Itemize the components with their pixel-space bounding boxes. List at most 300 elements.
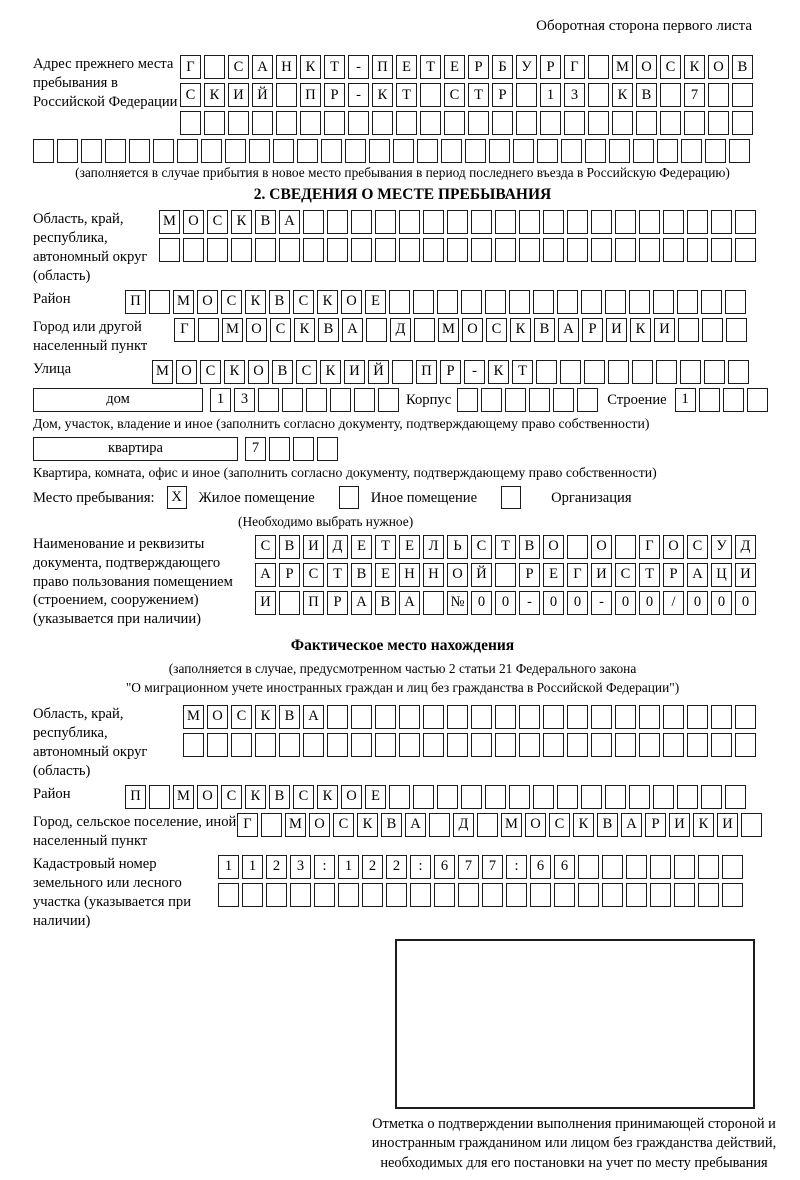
char-cell[interactable] <box>495 705 516 729</box>
char-cell[interactable] <box>276 111 297 135</box>
char-cell[interactable] <box>639 238 660 262</box>
char-cell[interactable] <box>557 290 578 314</box>
char-cell[interactable] <box>687 733 708 757</box>
char-cell[interactable]: Н <box>423 563 444 587</box>
char-cell[interactable] <box>605 785 626 809</box>
char-cell[interactable] <box>327 705 348 729</box>
char-cell[interactable] <box>626 855 647 879</box>
char-cell[interactable]: К <box>488 360 509 384</box>
char-cell[interactable] <box>441 139 462 163</box>
char-cell[interactable]: Е <box>365 785 386 809</box>
char-cell[interactable]: И <box>654 318 675 342</box>
char-cell[interactable] <box>543 210 564 234</box>
char-cell[interactable] <box>345 139 366 163</box>
char-cell[interactable] <box>581 290 602 314</box>
char-cell[interactable] <box>615 238 636 262</box>
kvartira-field[interactable]: квартира <box>33 437 238 461</box>
char-cell[interactable] <box>399 238 420 262</box>
char-cell[interactable] <box>279 238 300 262</box>
char-cell[interactable]: С <box>180 83 201 107</box>
char-cell[interactable] <box>687 238 708 262</box>
char-cell[interactable]: 0 <box>735 591 756 615</box>
char-cell[interactable]: М <box>173 785 194 809</box>
char-cell[interactable]: И <box>344 360 365 384</box>
char-cell[interactable] <box>386 883 407 907</box>
char-cell[interactable] <box>81 139 102 163</box>
char-cell[interactable]: С <box>687 535 708 559</box>
char-cell[interactable] <box>489 139 510 163</box>
char-cell[interactable]: С <box>444 83 465 107</box>
char-cell[interactable] <box>725 290 746 314</box>
char-cell[interactable] <box>584 360 605 384</box>
stamp-box[interactable] <box>395 939 755 1109</box>
char-cell[interactable] <box>413 290 434 314</box>
char-cell[interactable]: К <box>684 55 705 79</box>
char-cell[interactable] <box>650 855 671 879</box>
char-cell[interactable] <box>629 290 650 314</box>
char-cell[interactable] <box>399 733 420 757</box>
char-cell[interactable] <box>602 855 623 879</box>
char-cell[interactable] <box>567 705 588 729</box>
char-cell[interactable] <box>660 83 681 107</box>
char-cell[interactable] <box>129 139 150 163</box>
char-cell[interactable] <box>375 238 396 262</box>
char-cell[interactable]: К <box>224 360 245 384</box>
char-cell[interactable] <box>423 210 444 234</box>
char-cell[interactable] <box>231 733 252 757</box>
char-cell[interactable]: О <box>447 563 468 587</box>
char-cell[interactable] <box>735 210 756 234</box>
char-cell[interactable]: 7 <box>458 855 479 879</box>
char-cell[interactable]: Й <box>252 83 273 107</box>
char-cell[interactable]: С <box>293 785 314 809</box>
char-cell[interactable] <box>615 535 636 559</box>
char-cell[interactable]: Д <box>327 535 348 559</box>
char-cell[interactable] <box>410 883 431 907</box>
char-cell[interactable] <box>492 111 513 135</box>
char-cell[interactable]: 1 <box>540 83 561 107</box>
char-cell[interactable]: А <box>279 210 300 234</box>
char-cell[interactable] <box>372 111 393 135</box>
char-cell[interactable] <box>591 238 612 262</box>
char-cell[interactable] <box>725 785 746 809</box>
char-cell[interactable]: В <box>351 563 372 587</box>
char-cell[interactable] <box>399 210 420 234</box>
char-cell[interactable]: Й <box>368 360 389 384</box>
char-cell[interactable]: К <box>612 83 633 107</box>
char-cell[interactable] <box>321 139 342 163</box>
char-cell[interactable] <box>543 733 564 757</box>
char-cell[interactable]: С <box>207 210 228 234</box>
char-cell[interactable] <box>204 111 225 135</box>
char-cell[interactable] <box>543 238 564 262</box>
char-cell[interactable] <box>711 705 732 729</box>
char-cell[interactable]: О <box>248 360 269 384</box>
char-cell[interactable] <box>591 733 612 757</box>
char-cell[interactable] <box>728 360 749 384</box>
char-cell[interactable]: И <box>255 591 276 615</box>
char-cell[interactable] <box>180 111 201 135</box>
char-cell[interactable]: К <box>255 705 276 729</box>
char-cell[interactable]: В <box>519 535 540 559</box>
char-cell[interactable]: М <box>612 55 633 79</box>
char-cell[interactable]: Д <box>390 318 411 342</box>
char-cell[interactable] <box>681 139 702 163</box>
char-cell[interactable] <box>276 83 297 107</box>
char-cell[interactable] <box>540 111 561 135</box>
char-cell[interactable]: 0 <box>615 591 636 615</box>
char-cell[interactable]: Б <box>492 55 513 79</box>
char-cell[interactable]: А <box>342 318 363 342</box>
char-cell[interactable]: А <box>399 591 420 615</box>
char-cell[interactable] <box>429 813 450 837</box>
char-cell[interactable] <box>708 111 729 135</box>
char-cell[interactable]: О <box>636 55 657 79</box>
char-cell[interactable]: 2 <box>266 855 287 879</box>
char-cell[interactable]: 3 <box>564 83 585 107</box>
char-cell[interactable] <box>437 785 458 809</box>
char-cell[interactable]: Г <box>237 813 258 837</box>
char-cell[interactable]: 1 <box>242 855 263 879</box>
char-cell[interactable] <box>554 883 575 907</box>
char-cell[interactable] <box>461 290 482 314</box>
char-cell[interactable]: С <box>270 318 291 342</box>
char-cell[interactable] <box>615 733 636 757</box>
char-cell[interactable]: О <box>197 290 218 314</box>
char-cell[interactable] <box>684 111 705 135</box>
char-cell[interactable]: П <box>416 360 437 384</box>
char-cell[interactable] <box>650 883 671 907</box>
char-cell[interactable]: В <box>279 535 300 559</box>
char-cell[interactable]: К <box>294 318 315 342</box>
char-cell[interactable] <box>396 111 417 135</box>
char-cell[interactable] <box>567 238 588 262</box>
char-cell[interactable]: И <box>591 563 612 587</box>
char-cell[interactable]: : <box>314 855 335 879</box>
char-cell[interactable]: А <box>351 591 372 615</box>
char-cell[interactable]: В <box>269 290 290 314</box>
char-cell[interactable] <box>423 705 444 729</box>
char-cell[interactable]: - <box>348 55 369 79</box>
char-cell[interactable] <box>723 388 744 412</box>
char-cell[interactable] <box>657 139 678 163</box>
char-cell[interactable] <box>509 785 530 809</box>
char-cell[interactable]: С <box>255 535 276 559</box>
char-cell[interactable] <box>362 883 383 907</box>
char-cell[interactable] <box>468 111 489 135</box>
char-cell[interactable] <box>674 883 695 907</box>
char-cell[interactable]: В <box>534 318 555 342</box>
char-cell[interactable] <box>581 785 602 809</box>
char-cell[interactable]: / <box>663 591 684 615</box>
char-cell[interactable] <box>378 388 399 412</box>
char-cell[interactable] <box>533 785 554 809</box>
char-cell[interactable] <box>423 238 444 262</box>
char-cell[interactable]: 7 <box>245 437 266 461</box>
char-cell[interactable] <box>513 139 534 163</box>
char-cell[interactable] <box>506 883 527 907</box>
char-cell[interactable]: М <box>152 360 173 384</box>
char-cell[interactable] <box>437 290 458 314</box>
char-cell[interactable] <box>615 705 636 729</box>
char-cell[interactable] <box>471 238 492 262</box>
char-cell[interactable] <box>273 139 294 163</box>
char-cell[interactable] <box>297 139 318 163</box>
char-cell[interactable]: О <box>207 705 228 729</box>
char-cell[interactable]: Р <box>279 563 300 587</box>
char-cell[interactable]: К <box>320 360 341 384</box>
char-cell[interactable] <box>653 290 674 314</box>
char-cell[interactable]: А <box>252 55 273 79</box>
char-cell[interactable]: С <box>615 563 636 587</box>
char-cell[interactable]: М <box>222 318 243 342</box>
char-cell[interactable] <box>434 883 455 907</box>
char-cell[interactable] <box>609 139 630 163</box>
char-cell[interactable] <box>249 139 270 163</box>
char-cell[interactable]: № <box>447 591 468 615</box>
char-cell[interactable] <box>561 139 582 163</box>
char-cell[interactable] <box>447 238 468 262</box>
char-cell[interactable] <box>677 785 698 809</box>
char-cell[interactable] <box>495 563 516 587</box>
char-cell[interactable] <box>351 705 372 729</box>
char-cell[interactable] <box>495 733 516 757</box>
char-cell[interactable]: П <box>372 55 393 79</box>
char-cell[interactable]: И <box>228 83 249 107</box>
char-cell[interactable] <box>711 733 732 757</box>
char-cell[interactable]: С <box>303 563 324 587</box>
char-cell[interactable]: 0 <box>687 591 708 615</box>
char-cell[interactable]: 0 <box>711 591 732 615</box>
char-cell[interactable] <box>351 733 372 757</box>
char-cell[interactable]: Ь <box>447 535 468 559</box>
char-cell[interactable] <box>663 733 684 757</box>
char-cell[interactable]: 1 <box>675 388 696 412</box>
char-cell[interactable]: Т <box>639 563 660 587</box>
char-cell[interactable] <box>602 883 623 907</box>
char-cell[interactable] <box>529 388 550 412</box>
char-cell[interactable]: : <box>410 855 431 879</box>
char-cell[interactable] <box>461 785 482 809</box>
char-cell[interactable] <box>687 705 708 729</box>
char-cell[interactable] <box>33 139 54 163</box>
char-cell[interactable] <box>485 290 506 314</box>
char-cell[interactable] <box>702 318 723 342</box>
char-cell[interactable] <box>557 785 578 809</box>
char-cell[interactable] <box>389 785 410 809</box>
char-cell[interactable]: Р <box>492 83 513 107</box>
char-cell[interactable] <box>327 238 348 262</box>
char-cell[interactable] <box>585 139 606 163</box>
char-cell[interactable] <box>722 883 743 907</box>
char-cell[interactable]: 0 <box>567 591 588 615</box>
char-cell[interactable] <box>639 733 660 757</box>
char-cell[interactable] <box>399 705 420 729</box>
char-cell[interactable] <box>389 290 410 314</box>
char-cell[interactable]: К <box>693 813 714 837</box>
char-cell[interactable] <box>423 733 444 757</box>
char-cell[interactable] <box>674 855 695 879</box>
char-cell[interactable]: 7 <box>482 855 503 879</box>
char-cell[interactable]: Й <box>471 563 492 587</box>
char-cell[interactable] <box>608 360 629 384</box>
char-cell[interactable] <box>735 705 756 729</box>
char-cell[interactable] <box>447 705 468 729</box>
char-cell[interactable]: М <box>173 290 194 314</box>
char-cell[interactable]: И <box>303 535 324 559</box>
char-cell[interactable] <box>701 785 722 809</box>
char-cell[interactable] <box>348 111 369 135</box>
char-cell[interactable] <box>481 388 502 412</box>
char-cell[interactable] <box>485 785 506 809</box>
char-cell[interactable]: С <box>333 813 354 837</box>
char-cell[interactable] <box>465 139 486 163</box>
char-cell[interactable]: О <box>246 318 267 342</box>
char-cell[interactable]: В <box>272 360 293 384</box>
char-cell[interactable] <box>458 883 479 907</box>
char-cell[interactable]: 1 <box>338 855 359 879</box>
char-cell[interactable]: А <box>303 705 324 729</box>
char-cell[interactable] <box>699 388 720 412</box>
char-cell[interactable]: 6 <box>434 855 455 879</box>
char-cell[interactable] <box>536 360 557 384</box>
char-cell[interactable]: К <box>630 318 651 342</box>
char-cell[interactable]: О <box>309 813 330 837</box>
char-cell[interactable] <box>423 591 444 615</box>
char-cell[interactable]: С <box>231 705 252 729</box>
char-cell[interactable]: О <box>708 55 729 79</box>
char-cell[interactable] <box>153 139 174 163</box>
char-cell[interactable] <box>495 210 516 234</box>
char-cell[interactable] <box>279 733 300 757</box>
char-cell[interactable]: И <box>735 563 756 587</box>
char-cell[interactable] <box>314 883 335 907</box>
char-cell[interactable] <box>687 210 708 234</box>
char-cell[interactable] <box>564 111 585 135</box>
char-cell[interactable]: К <box>357 813 378 837</box>
char-cell[interactable] <box>519 210 540 234</box>
char-cell[interactable] <box>457 388 478 412</box>
char-cell[interactable] <box>747 388 768 412</box>
char-cell[interactable]: А <box>687 563 708 587</box>
char-cell[interactable] <box>639 705 660 729</box>
char-cell[interactable]: - <box>519 591 540 615</box>
char-cell[interactable] <box>324 111 345 135</box>
char-cell[interactable] <box>735 733 756 757</box>
char-cell[interactable] <box>149 785 170 809</box>
char-cell[interactable]: В <box>318 318 339 342</box>
char-cell[interactable]: Е <box>444 55 465 79</box>
char-cell[interactable] <box>258 388 279 412</box>
char-cell[interactable] <box>282 388 303 412</box>
char-cell[interactable]: Т <box>324 55 345 79</box>
char-cell[interactable] <box>375 733 396 757</box>
char-cell[interactable]: В <box>732 55 753 79</box>
char-cell[interactable]: К <box>372 83 393 107</box>
char-cell[interactable]: А <box>621 813 642 837</box>
char-cell[interactable] <box>266 883 287 907</box>
char-cell[interactable] <box>588 111 609 135</box>
char-cell[interactable]: П <box>125 290 146 314</box>
char-cell[interactable]: В <box>255 210 276 234</box>
char-cell[interactable]: Т <box>495 535 516 559</box>
char-cell[interactable] <box>471 210 492 234</box>
char-cell[interactable] <box>204 55 225 79</box>
char-cell[interactable] <box>57 139 78 163</box>
char-cell[interactable]: О <box>591 535 612 559</box>
char-cell[interactable]: К <box>317 785 338 809</box>
char-cell[interactable]: Т <box>396 83 417 107</box>
char-cell[interactable]: В <box>381 813 402 837</box>
char-cell[interactable] <box>543 705 564 729</box>
char-cell[interactable]: Г <box>639 535 660 559</box>
char-cell[interactable]: Е <box>365 290 386 314</box>
char-cell[interactable] <box>242 883 263 907</box>
char-cell[interactable] <box>477 813 498 837</box>
char-cell[interactable] <box>444 111 465 135</box>
char-cell[interactable]: Г <box>174 318 195 342</box>
char-cell[interactable] <box>735 238 756 262</box>
char-cell[interactable]: Т <box>420 55 441 79</box>
char-cell[interactable] <box>375 210 396 234</box>
char-cell[interactable] <box>516 83 537 107</box>
char-cell[interactable]: М <box>501 813 522 837</box>
char-cell[interactable] <box>471 705 492 729</box>
char-cell[interactable]: С <box>228 55 249 79</box>
char-cell[interactable] <box>317 437 338 461</box>
char-cell[interactable]: С <box>486 318 507 342</box>
char-cell[interactable] <box>413 785 434 809</box>
char-cell[interactable] <box>677 290 698 314</box>
char-cell[interactable] <box>567 733 588 757</box>
char-cell[interactable] <box>327 733 348 757</box>
char-cell[interactable]: О <box>183 210 204 234</box>
char-cell[interactable] <box>663 238 684 262</box>
char-cell[interactable] <box>207 733 228 757</box>
char-cell[interactable] <box>159 238 180 262</box>
char-cell[interactable] <box>653 785 674 809</box>
char-cell[interactable]: О <box>543 535 564 559</box>
char-cell[interactable] <box>105 139 126 163</box>
char-cell[interactable]: К <box>510 318 531 342</box>
char-cell[interactable] <box>591 210 612 234</box>
char-cell[interactable] <box>578 855 599 879</box>
char-cell[interactable] <box>393 139 414 163</box>
char-cell[interactable]: К <box>231 210 252 234</box>
char-cell[interactable]: К <box>573 813 594 837</box>
char-cell[interactable]: П <box>300 83 321 107</box>
char-cell[interactable]: Р <box>327 591 348 615</box>
char-cell[interactable]: - <box>464 360 485 384</box>
char-cell[interactable]: 0 <box>639 591 660 615</box>
char-cell[interactable]: В <box>597 813 618 837</box>
char-cell[interactable]: 7 <box>684 83 705 107</box>
char-cell[interactable] <box>612 111 633 135</box>
char-cell[interactable]: 0 <box>495 591 516 615</box>
char-cell[interactable] <box>537 139 558 163</box>
char-cell[interactable]: 2 <box>386 855 407 879</box>
char-cell[interactable] <box>519 238 540 262</box>
char-cell[interactable]: 2 <box>362 855 383 879</box>
char-cell[interactable] <box>225 139 246 163</box>
char-cell[interactable]: П <box>125 785 146 809</box>
char-cell[interactable]: Е <box>543 563 564 587</box>
char-cell[interactable]: Д <box>453 813 474 837</box>
char-cell[interactable]: К <box>245 785 266 809</box>
char-cell[interactable] <box>392 360 413 384</box>
char-cell[interactable] <box>330 388 351 412</box>
char-cell[interactable] <box>198 318 219 342</box>
